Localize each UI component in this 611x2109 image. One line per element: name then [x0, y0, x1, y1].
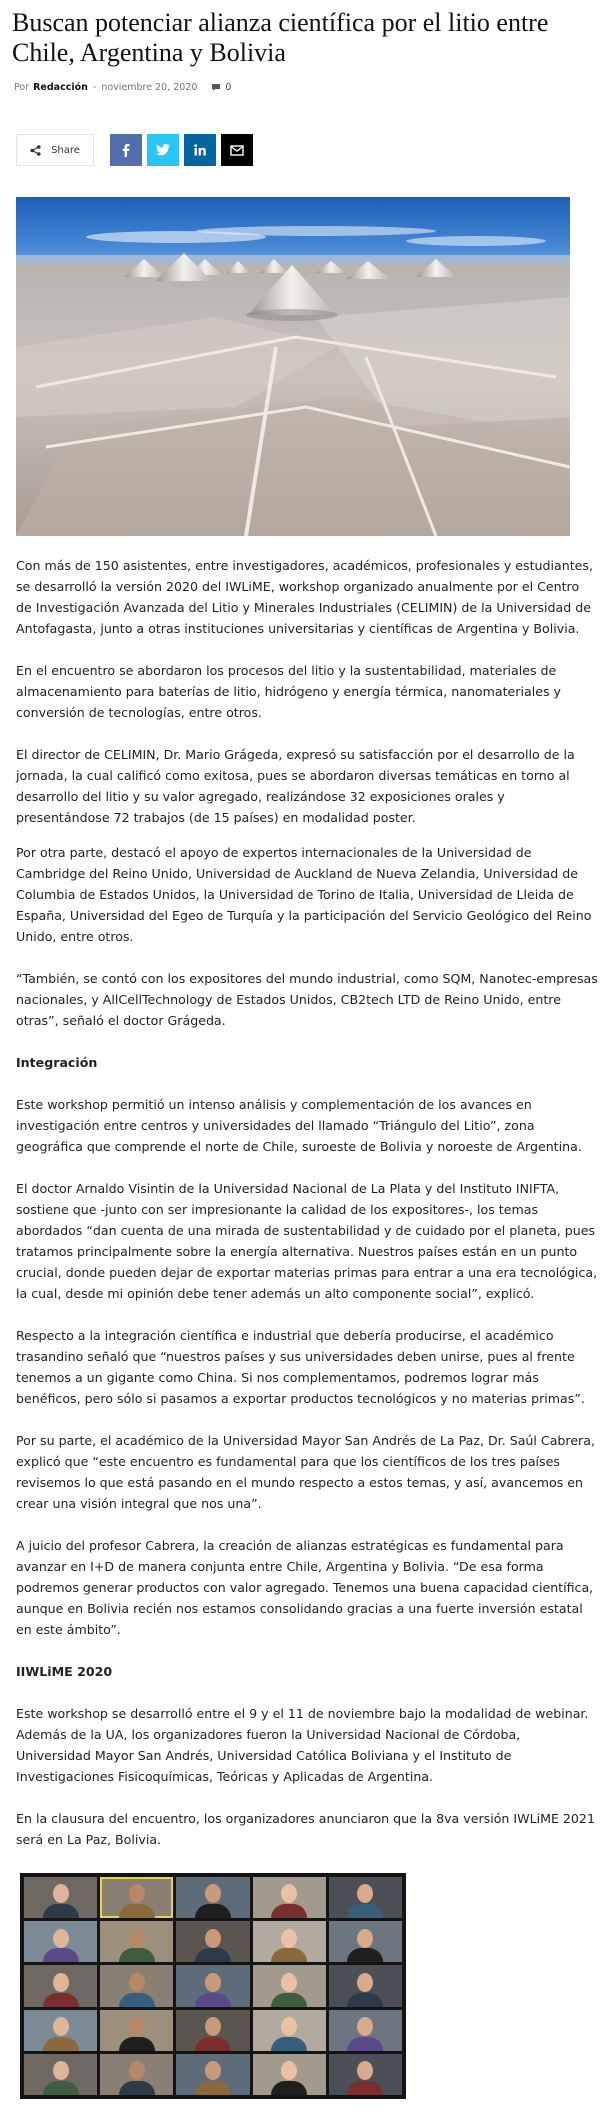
participant-tile [24, 1921, 97, 1962]
participant-tile [24, 2010, 97, 2051]
participant-body [43, 1993, 79, 2007]
share-button[interactable] [16, 134, 94, 166]
participant-body [43, 2037, 79, 2051]
participant-body [347, 1904, 383, 1918]
participant-body [271, 1948, 307, 1962]
participant-tile [176, 2010, 249, 2051]
participant-head [129, 2017, 145, 2036]
participant-tile [100, 1921, 173, 1962]
participant-tile [176, 1921, 249, 1962]
facebook-icon [120, 143, 132, 157]
participant-body [195, 1904, 231, 1918]
participant-tile [176, 2054, 249, 2095]
participant-tile [253, 2054, 326, 2095]
participant-head [129, 1929, 145, 1948]
comment-icon [211, 83, 221, 92]
participant-head [53, 1929, 69, 1948]
paragraph: “También, se contó con los expositores del mundo industrial, como SQM, Nanotec-empresas nacionales, y AllCellTechnology de Estados Unidos, CB2tech LTD de Reino Unido, entre otras”, señaló el doctor Grágeda. [16, 971, 598, 1028]
participant-body [347, 2081, 383, 2095]
participant-body [119, 1948, 155, 1962]
participant-head [129, 1884, 145, 1903]
share-icon [30, 145, 41, 156]
participant-head [53, 1884, 69, 1903]
participant-body [119, 1904, 155, 1918]
participant-head [281, 1884, 297, 1903]
twitter-share-button[interactable] [147, 134, 179, 166]
participant-head [129, 2061, 145, 2080]
article-meta [14, 80, 231, 94]
participant-head [53, 2017, 69, 2036]
linkedin-share-button[interactable] [184, 134, 216, 166]
participant-tile [100, 1877, 173, 1918]
participant-tile [253, 2010, 326, 2051]
participant-tile [24, 2054, 97, 2095]
email-share-button[interactable] [221, 134, 253, 166]
participant-tile [329, 2054, 402, 2095]
participant-head [205, 1884, 221, 1903]
participant-body [271, 1993, 307, 2007]
paragraph: En la clausura del encuentro, los organizadores anunciaron que la 8va versión IWLiME 2021 será en La Paz, Bolivia. [16, 1811, 595, 1847]
participant-tile [176, 1965, 249, 2006]
by-label: Por [14, 81, 30, 93]
paragraph: Con más de 150 asistentes, entre investigadores, académicos, profesionales y estudiantes, se desarrolló la versión 2020 del IWLiME, workshop organizado anualmente por el Centro de Investigación Avanzada del Litio y Minerales Industriales (CELIMIN) de la Universidad de Antofagasta, junto a otras instituciones universitarias y científicas de Argentina y Bolivia. [16, 558, 593, 636]
participant-head [281, 1973, 297, 1992]
participant-body [347, 2037, 383, 2051]
facebook-share-button[interactable] [110, 134, 142, 166]
participant-tile [100, 2054, 173, 2095]
participant-head [357, 1973, 373, 1992]
paragraph: Respecto a la integración científica e industrial que debería producirse, el académico trasandino señaló que “nuestros países y sus universidades deben unirse, pues al frente tenemos a un gigante como China. Si nos complementamos, podremos lograr más benéficos, pero sólo si pasamos a exportar productos tecnológicos y no materias primas”. [16, 1328, 585, 1406]
article-body [16, 555, 598, 1871]
salt-flat-photo [16, 197, 570, 536]
participant-tile [329, 1877, 402, 1918]
participant-body [271, 1904, 307, 1918]
author-link[interactable]: Redacción [33, 81, 88, 93]
paragraph: El director de CELIMIN, Dr. Mario Grágeda, expresó su satisfacción por el desarrollo de la jornada, la cual calificó como exitosa, pues se abordaron diversas temáticas en torno al desarrollo del litio y su valor agregado, realizándose 32 exposiciones orales y presentándose 72 trabajos (de 15 países) en modalidad poster. [16, 747, 575, 825]
participant-tile [253, 1877, 326, 1918]
participant-tile [329, 1921, 402, 1962]
twitter-icon [156, 144, 170, 156]
section-heading: Integración [16, 1055, 98, 1070]
meta-separator: - [92, 81, 97, 93]
participant-tile [329, 2010, 402, 2051]
participant-head [281, 2061, 297, 2080]
participant-head [129, 1973, 145, 1992]
participant-head [357, 2017, 373, 2036]
participant-head [281, 1929, 297, 1948]
participant-body [195, 1948, 231, 1962]
participant-body [347, 1993, 383, 2007]
paragraph: En el encuentro se abordaron los procesos del litio y la sustentabilidad, materiales de almacenamiento para baterías de litio, hidrógeno y energía térmica, nanomateriales y conversión de tecnologías, entre otros. [16, 663, 561, 720]
participant-head [205, 1973, 221, 1992]
participant-body [271, 2037, 307, 2051]
participant-body [347, 1948, 383, 1962]
participant-body [119, 2037, 155, 2051]
participant-tile [176, 1877, 249, 1918]
participant-body [119, 1993, 155, 2007]
paragraph: Por su parte, el académico de la Universidad Mayor San Andrés de La Paz, Dr. Saúl Cabrera, explicó que “este encuentro es fundamental para que los científicos de los tres países revisemos lo que está pasando en el mundo respecto a estos temas, y así, avancemos en crear una visión integral que nos una”. [16, 1433, 595, 1511]
participant-tile [24, 1877, 97, 1918]
participant-head [205, 2017, 221, 2036]
participant-tile [100, 1965, 173, 2006]
paragraph: Este workshop se desarrolló entre el 9 y el 11 de noviembre bajo la modalidad de webinar. Además de la UA, los organizadores fueron la Universidad Nacional de Córdoba, Universidad Mayor San Andrés, Universidad Católica Boliviana y el Instituto de Investigaciones Fisicoquímicas, Teóricas y Aplicadas de Argentina. [16, 1706, 589, 1784]
share-bar [16, 134, 258, 166]
participant-body [43, 1948, 79, 1962]
participant-body [271, 2081, 307, 2095]
participant-tile [253, 1921, 326, 1962]
participant-tile [100, 2010, 173, 2051]
paragraph: El doctor Arnaldo Visintin de la Universidad Nacional de La Plata y del Instituto INIFTA, sostiene que -junto con ser impresionante la calidad de los expositores-, los temas abordados “dan cuenta de una mirada de sustentabilidad y de cuidado por el planeta, pues tratamos principalmente sobre la energía alternativa. Nuestros países están en un punto crucial, donde pueden dejar de exportar materias primas para entrar a una era tecnológica, la cual, desde mi opinión debe tener además un alto componente social”, explicó. [16, 1181, 598, 1301]
participant-body [195, 2037, 231, 2051]
share-label: Share [51, 144, 80, 156]
participant-head [205, 2061, 221, 2080]
participant-body [195, 2081, 231, 2095]
article-title: Buscan potenciar alianza científica por el litio entre Chile, Argentina y Bolivia [12, 8, 549, 67]
section-heading: IIWLiME 2020 [16, 1664, 113, 1679]
participant-head [205, 1929, 221, 1948]
comments-link[interactable] [211, 82, 231, 93]
paragraph: Por otra parte, destacó el apoyo de expertos internacionales de la Universidad de Cambridge del Reino Unido, Universidad de Auckland de Nueva Zelandia, Universidad de Columbia de Estados Unidos, la Universidad de Torino de Italia, Universidad de Lleida de España, Universidad del Egeo de Turquía y la participación del Servicio Geológico del Reino Unido, entre otros. [16, 845, 592, 944]
participant-head [357, 2061, 373, 2080]
participant-body [119, 2081, 155, 2095]
participant-body [43, 1904, 79, 1918]
email-icon [230, 145, 244, 156]
webinar-participants-image [20, 1873, 406, 2099]
paragraph: A juicio del profesor Cabrera, la creación de alianzas estratégicas es fundamental para avanzar en I+D de manera conjunta entre Chile, Argentina y Bolivia. “De esa forma podremos generar productos con valor agregado. Tenemos una buena capacidad científica, aunque en Bolivia recién nos estamos consolidando gracias a una fuerte inversión estatal en este ámbito”. [16, 1538, 594, 1637]
comment-count: 0 [225, 81, 232, 93]
participant-head [357, 1929, 373, 1948]
participant-head [281, 2017, 297, 2036]
paragraph: Este workshop permitió un intenso análisis y complementación de los avances en investigación entre centros y universidades del llamado “Triángulo del Litio”, zona geográfica que comprende el norte de Chile, suroeste de Bolivia y noroeste de Argentina. [16, 1097, 582, 1154]
participant-tile [253, 1965, 326, 2006]
participant-tile [24, 1965, 97, 2006]
participant-head [53, 2061, 69, 2080]
participant-tile [329, 1965, 402, 2006]
publish-date: noviembre 20, 2020 [101, 81, 198, 93]
participant-head [357, 1884, 373, 1903]
participant-body [43, 2081, 79, 2095]
participant-head [53, 1973, 69, 1992]
linkedin-icon [194, 144, 206, 156]
featured-image-salt-flats [16, 197, 570, 536]
participant-body [195, 1993, 231, 2007]
